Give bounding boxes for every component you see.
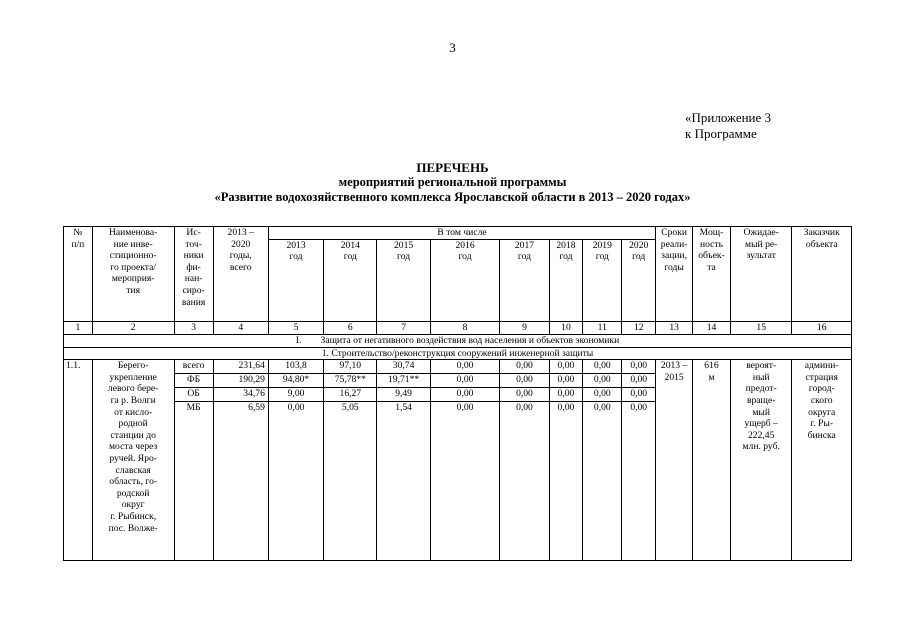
object-capacity: 616 м [693,360,731,561]
funding-total: 190,29 [213,374,268,388]
column-number: 11 [583,322,622,335]
funding-value: 16,27 [324,387,377,401]
column-number: 8 [430,322,500,335]
funding-value: 5,05 [324,401,377,560]
column-number: 14 [693,322,731,335]
funding-total: 34,76 [213,387,268,401]
funding-value: 0,00 [549,360,583,374]
funding-value: 0,00 [583,387,622,401]
funding-total: 6,59 [213,401,268,560]
funding-value: 0,00 [430,360,500,374]
appendix-line-1: «Приложение 3 [685,110,772,125]
funding-value: 9,49 [377,387,430,401]
funding-source: ОБ [174,387,213,401]
column-number: 16 [792,322,852,335]
document-title [0,160,905,205]
header-result: Ожидае- мый ре- зультат [730,227,791,322]
header-year: 2013 год [268,239,323,321]
header-year: 2020 год [622,239,656,321]
program-activities-table [63,226,852,561]
column-number: 12 [622,322,656,335]
appendix-line-2: к Программе [685,126,757,141]
funding-value: 0,00 [583,401,622,560]
funding-source: МБ [174,401,213,560]
funding-value: 0,00 [622,401,656,560]
header-source: Ис- точ- ники фи- нан- сиро- вания [174,227,213,322]
funding-value: 0,00 [549,387,583,401]
funding-value: 30,74 [377,360,430,374]
funding-value: 1,54 [377,401,430,560]
funding-value: 97,10 [324,360,377,374]
funding-value: 0,00 [583,360,622,374]
funding-value: 0,00 [622,360,656,374]
column-number: 13 [656,322,693,335]
funding-source: ФБ [174,374,213,388]
column-number-row [64,322,852,335]
column-number: 7 [377,322,430,335]
header-terms: Сроки реали- зации, годы [656,227,693,322]
column-number: 15 [730,322,791,335]
funding-value: 0,00 [430,387,500,401]
header-num: № п/п [64,227,93,322]
funding-total: 231,64 [213,360,268,374]
header-year: 2014 год [324,239,377,321]
project-name: Берего- укрепление левого бере- га р. Волги от кисло- родной станции до моста через ручей. Яро- славская область, го- родской округ г. Рыбинск, пос. Волже- [92,360,174,561]
column-number: 10 [549,322,583,335]
page-number: 3 [449,40,456,55]
implementation-terms: 2013 – 2015 [656,360,693,561]
funding-value: 0,00 [622,374,656,388]
title-line-3: «Развитие водохозяйственного комплекса Ярославской области в 2013 – 2020 годах» [214,190,691,204]
column-number: 6 [324,322,377,335]
header-capacity: Мощ- ность объек- та [693,227,731,322]
funding-value: 94,80* [268,374,323,388]
funding-value: 19,71** [377,374,430,388]
column-number: 4 [213,322,268,335]
section-row [64,335,852,348]
funding-value: 0,00 [268,401,323,560]
table-row [64,360,852,374]
funding-value: 103,8 [268,360,323,374]
funding-value: 75,78** [324,374,377,388]
header-name: Наименова- ние инве- стиционно- го проекта/ мероприя- тия [92,227,174,322]
subsection-title: 1. Строительство/реконструкция сооружений инженерной защиты [64,347,852,360]
column-number: 9 [500,322,549,335]
column-number: 2 [92,322,174,335]
funding-value: 0,00 [622,387,656,401]
funding-value: 0,00 [500,360,549,374]
funding-source: всего [174,360,213,374]
title-line-2: мероприятий региональной программы [338,175,567,189]
table-header-row-1 [64,227,852,240]
funding-value: 0,00 [549,374,583,388]
column-number: 1 [64,322,93,335]
expected-result: вероят- ный предот- враще- мый ущерб – 222,45 млн. руб. [730,360,791,561]
header-including: В том числе [268,227,655,240]
appendix-note [685,110,771,142]
object-customer: админи- страция город- ского округа г. Ры- бинска [792,360,852,561]
section-title: I. Защита от негативного воздействия вод населения и объектов экономики [64,335,852,348]
funding-value: 0,00 [430,401,500,560]
title-line-1: ПЕРЕЧЕНЬ [416,160,489,175]
funding-value: 9,00 [268,387,323,401]
row-number: 1.1. [64,360,93,561]
header-year: 2016 год [430,239,500,321]
funding-value: 0,00 [500,401,549,560]
header-total: 2013 – 2020 годы, всего [213,227,268,322]
header-year: 2015 год [377,239,430,321]
funding-value: 0,00 [500,387,549,401]
subsection-row [64,347,852,360]
funding-value: 0,00 [549,401,583,560]
funding-value: 0,00 [500,374,549,388]
header-year: 2019 год [583,239,622,321]
funding-value: 0,00 [430,374,500,388]
header-customer: Заказчик объекта [792,227,852,322]
header-year: 2018 год [549,239,583,321]
column-number: 5 [268,322,323,335]
header-year: 2017 год [500,239,549,321]
funding-value: 0,00 [583,374,622,388]
column-number: 3 [174,322,213,335]
